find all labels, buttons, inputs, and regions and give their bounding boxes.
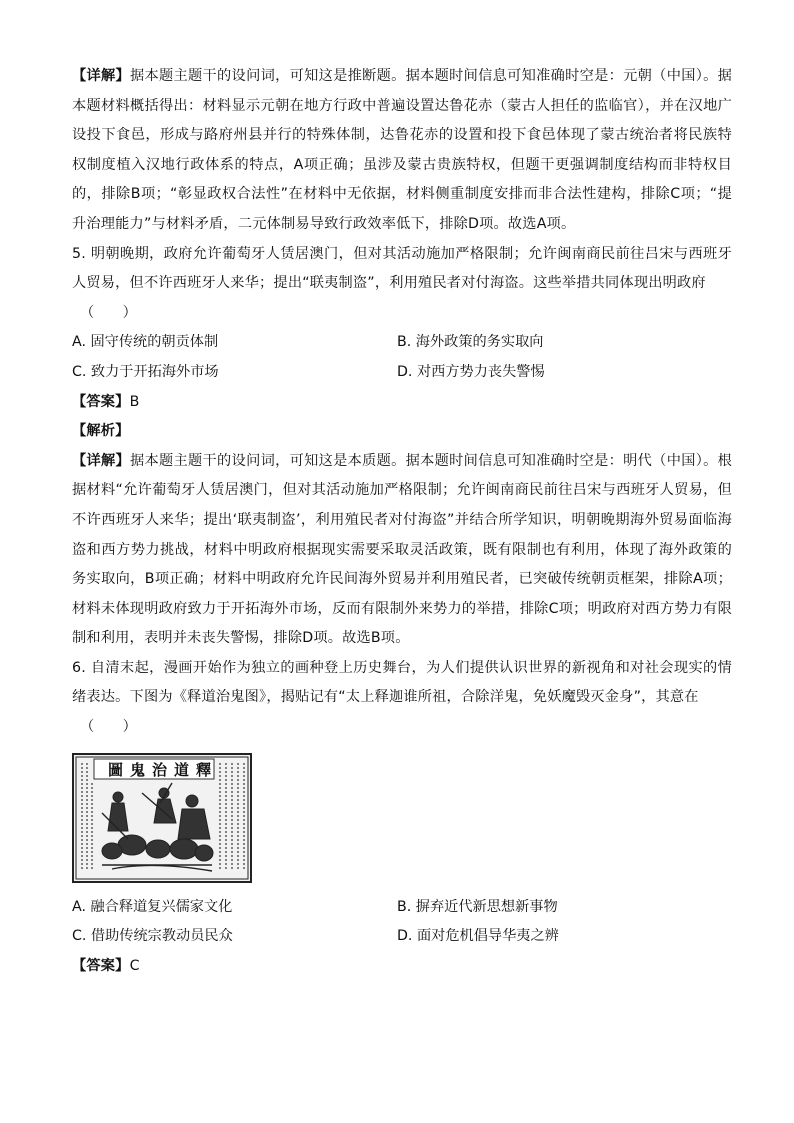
detail-text: 据本题主题干的设问词，可知这是推断题。据本题时间信息可知准确时空是：元朝（中国）。据本题材料概括得出：材料显示元朝在地方行政中普遍设置达鲁花赤（蒙古人担任的监临官），并在汉地广设投下食邑，形成与路府州县并行的特殊体制，达鲁花赤的设置和投下食邑体现了蒙古统治者将民族特权制度植入汉地行政体系的特点，A项正确；虽涉及蒙古贵族特权，但题干更强调制度结构而非特权目的，排除B项；“彰显政权合法性”在材料中无依据，材料侧重制度安排而非合法性建构，排除C项；“提升治理能力”与材料矛盾，二元体制易导致行政效率低下，排除D项。故选A项。: [72, 68, 732, 232]
answer-value: C: [129, 957, 140, 974]
q6-option-c: C. 借助传统宗教动员民众: [72, 928, 233, 945]
q6-option-b: B. 摒弃近代新思想新事物: [397, 898, 558, 915]
figure-title-char: 圖: [108, 760, 124, 779]
q6-paren: （ ）: [80, 719, 137, 736]
q5-option-b: B. 海外政策的务实取向: [397, 334, 544, 351]
q5-option-a: A. 固守传统的朝贡体制: [72, 334, 219, 351]
figure-title-char: 治: [152, 760, 168, 779]
answer-tag: 【答案】: [72, 393, 130, 410]
figure-title-char: 道: [174, 760, 190, 779]
q5-stem: 5. 明朝晚期，政府允许葡萄牙人赁居澳门，但对其活动施加严格限制；允许闽南商民前往吕宋与西班牙人贸易，但不许西班牙人来华；提出“联夷制盗”，利用殖民者对付海盗。这些举措共同体现出明政府: [72, 245, 732, 292]
answer-value: B: [129, 393, 140, 410]
analysis-tag: 【解析】: [72, 423, 130, 440]
shidao-zhigui-woodcut-image: [72, 753, 252, 883]
q6-options: [72, 893, 732, 952]
q6-option-a: A. 融合释道复兴儒家文化: [72, 898, 233, 915]
detail-tag: 【详解】: [72, 452, 131, 469]
q5-option-d: D. 对西方势力丧失警惕: [397, 363, 545, 380]
detail-text: 据本题主题干的设问词，可知这是本质题。据本题时间信息可知准确时空是：明代（中国）。根据材料“允许葡萄牙人赁居澳门，但对其活动施加严格限制；允许闽南商民前往吕宋与西班牙人贸易，但不许西班牙人来华；提出‘联夷制盗’，利用殖民者对付海盗”并结合所学知识，明朝晚期海外贸易面临海盗和西方势力挑战，材料中明政府根据现实需要采取灵活政策，既有限制也有利用，体现了海外政策的务实取向，B项正确；材料中明政府允许民间海外贸易并利用殖民者，已突破传统朝贡框架，排除A项；材料未体现明政府致力于开拓海外市场，反而有限制外来势力的举措，排除C项；明政府对西方势力有限制和利用，表明并未丧失警惕，排除D项。故选B项。: [72, 452, 732, 647]
document-page: [72, 62, 732, 981]
q6-answer: [72, 952, 732, 982]
q5-answer: [72, 388, 732, 418]
figure-title-char: 鬼: [130, 760, 146, 779]
q5-paren: （ ）: [80, 304, 137, 321]
q6-option-d: D. 面对危机倡导华夷之辨: [397, 928, 559, 945]
q5-detail: [72, 447, 732, 654]
detail-tag: 【详解】: [72, 68, 131, 84]
figure-title-char: 釋: [196, 760, 212, 779]
q5-option-c: C. 致力于开拓海外市场: [72, 363, 219, 380]
q5-options: [72, 328, 732, 387]
q5-analysis-heading: [72, 417, 732, 447]
q4-detail: [72, 62, 732, 240]
q6-stem: 6. 自清末起，漫画开始作为独立的画种登上历史舞台，为人们提供认识世界的新视角和对社会现实的情绪表达。下图为《释道治鬼图》，揭贴记有“太上释迦谁所祖，合除洋鬼，免妖魔毁灭金身”，其意在: [72, 659, 732, 706]
answer-tag: 【答案】: [72, 957, 130, 974]
